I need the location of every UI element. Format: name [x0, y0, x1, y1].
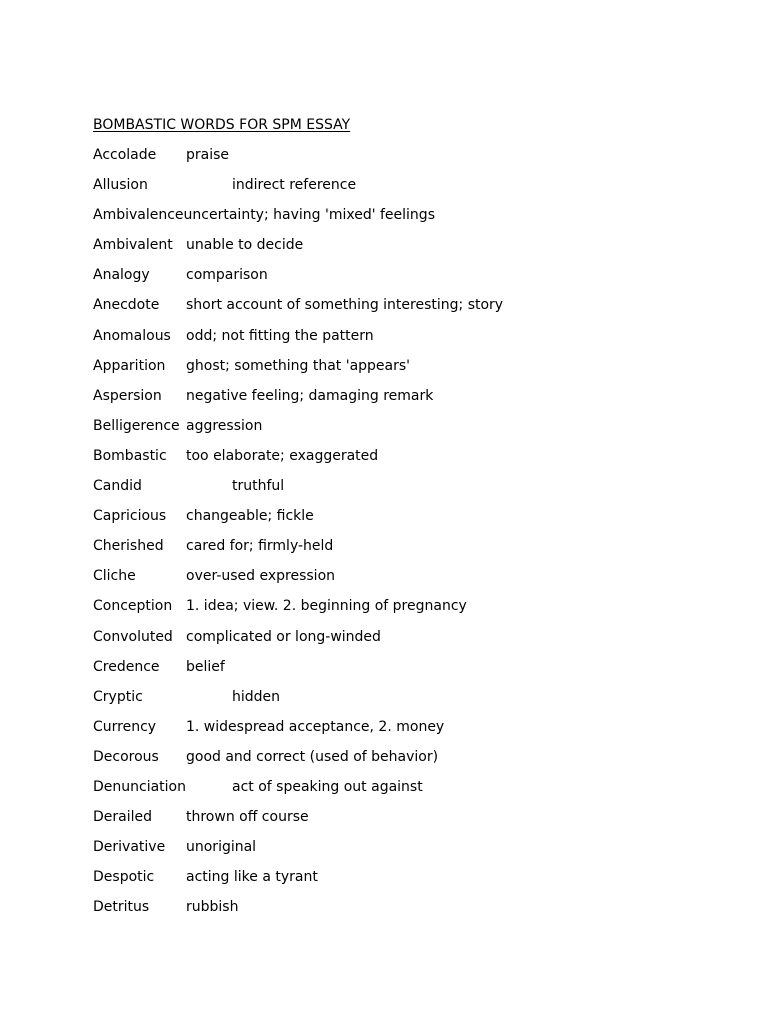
word-definition: aggression — [186, 417, 263, 434]
word-entry — [93, 597, 693, 627]
word-term: Currency — [93, 718, 157, 735]
word-entry — [93, 688, 693, 718]
word-definition: too elaborate; exaggerated — [186, 447, 379, 464]
word-entry — [93, 447, 693, 477]
word-term: Despotic — [93, 869, 155, 886]
word-definition: unable to decide — [186, 237, 304, 254]
word-term: Cliche — [93, 568, 136, 585]
word-definition: rubbish — [186, 899, 239, 916]
word-term: Derailed — [93, 809, 153, 826]
word-definition: uncertainty; having 'mixed' feelings — [183, 207, 435, 224]
word-term: Ambivalent — [93, 237, 173, 254]
word-term: Belligerence — [93, 417, 180, 434]
word-term: Credence — [93, 658, 160, 675]
word-entry — [93, 537, 693, 567]
word-definition: 1. idea; view. 2. beginning of pregnancy — [186, 598, 467, 615]
word-term: Capricious — [93, 508, 167, 525]
word-term: Allusion — [93, 177, 148, 194]
word-entry — [93, 266, 693, 296]
word-definition: thrown off course — [186, 809, 309, 826]
word-definition: complicated or long-winded — [186, 628, 381, 645]
word-term: Ambivalence — [93, 207, 184, 224]
word-entry — [93, 628, 693, 658]
word-term: Cryptic — [93, 688, 143, 705]
word-definition: changeable; fickle — [186, 508, 314, 525]
word-entry — [93, 808, 693, 838]
document-title: BOMBASTIC WORDS FOR SPM ESSAY — [93, 117, 351, 133]
word-term: Decorous — [93, 748, 159, 765]
word-definition: belief — [186, 658, 225, 675]
word-term: Denunciation — [93, 778, 186, 795]
word-entry — [93, 838, 693, 868]
word-term: Candid — [93, 478, 142, 495]
word-definition: indirect reference — [232, 177, 357, 194]
word-term: Anomalous — [93, 327, 171, 344]
word-entry — [93, 778, 693, 808]
word-entry — [93, 357, 693, 387]
word-entry — [93, 507, 693, 537]
word-term: Detritus — [93, 899, 150, 916]
word-entry — [93, 718, 693, 748]
word-definition: praise — [186, 147, 230, 163]
word-definition: good and correct (used of behavior) — [186, 748, 439, 765]
word-entry — [93, 236, 693, 266]
word-term: Accolade — [93, 147, 157, 163]
word-entry — [93, 146, 693, 176]
word-definition: hidden — [232, 688, 281, 705]
word-entry — [93, 206, 693, 236]
word-entry — [93, 658, 693, 688]
word-term: Conception — [93, 598, 173, 615]
word-term: Aspersion — [93, 387, 162, 404]
word-definition: unoriginal — [186, 839, 257, 856]
word-entry — [93, 868, 693, 898]
word-definition: ghost; something that 'appears' — [186, 357, 411, 374]
word-term: Convoluted — [93, 628, 173, 645]
word-term: Anecdote — [93, 297, 160, 314]
word-definition: act of speaking out against — [232, 778, 423, 795]
word-term: Analogy — [93, 267, 150, 284]
word-term: Apparition — [93, 357, 166, 374]
word-definition: acting like a tyrant — [186, 869, 318, 886]
word-term: Bombastic — [93, 447, 167, 464]
word-definition: truthful — [232, 478, 285, 495]
word-entry — [93, 296, 693, 326]
word-definition: 1. widespread acceptance, 2. money — [186, 718, 445, 735]
word-definition: over-used expression — [186, 568, 336, 585]
word-entry — [93, 417, 693, 447]
word-entry — [93, 748, 693, 778]
word-entry — [93, 327, 693, 357]
word-entry — [93, 567, 693, 597]
word-entry — [93, 176, 693, 206]
word-entry — [93, 387, 693, 417]
word-definition: odd; not fitting the pattern — [186, 327, 374, 344]
word-entry — [93, 477, 693, 507]
word-term: Cherished — [93, 538, 164, 555]
word-definition: negative feeling; damaging remark — [186, 387, 434, 404]
word-entry — [93, 898, 693, 928]
word-term: Derivative — [93, 839, 166, 856]
word-definition: short account of something interesting; story — [186, 297, 504, 314]
word-definition: cared for; firmly-held — [186, 538, 334, 555]
word-list — [93, 146, 693, 928]
word-definition: comparison — [186, 267, 268, 284]
